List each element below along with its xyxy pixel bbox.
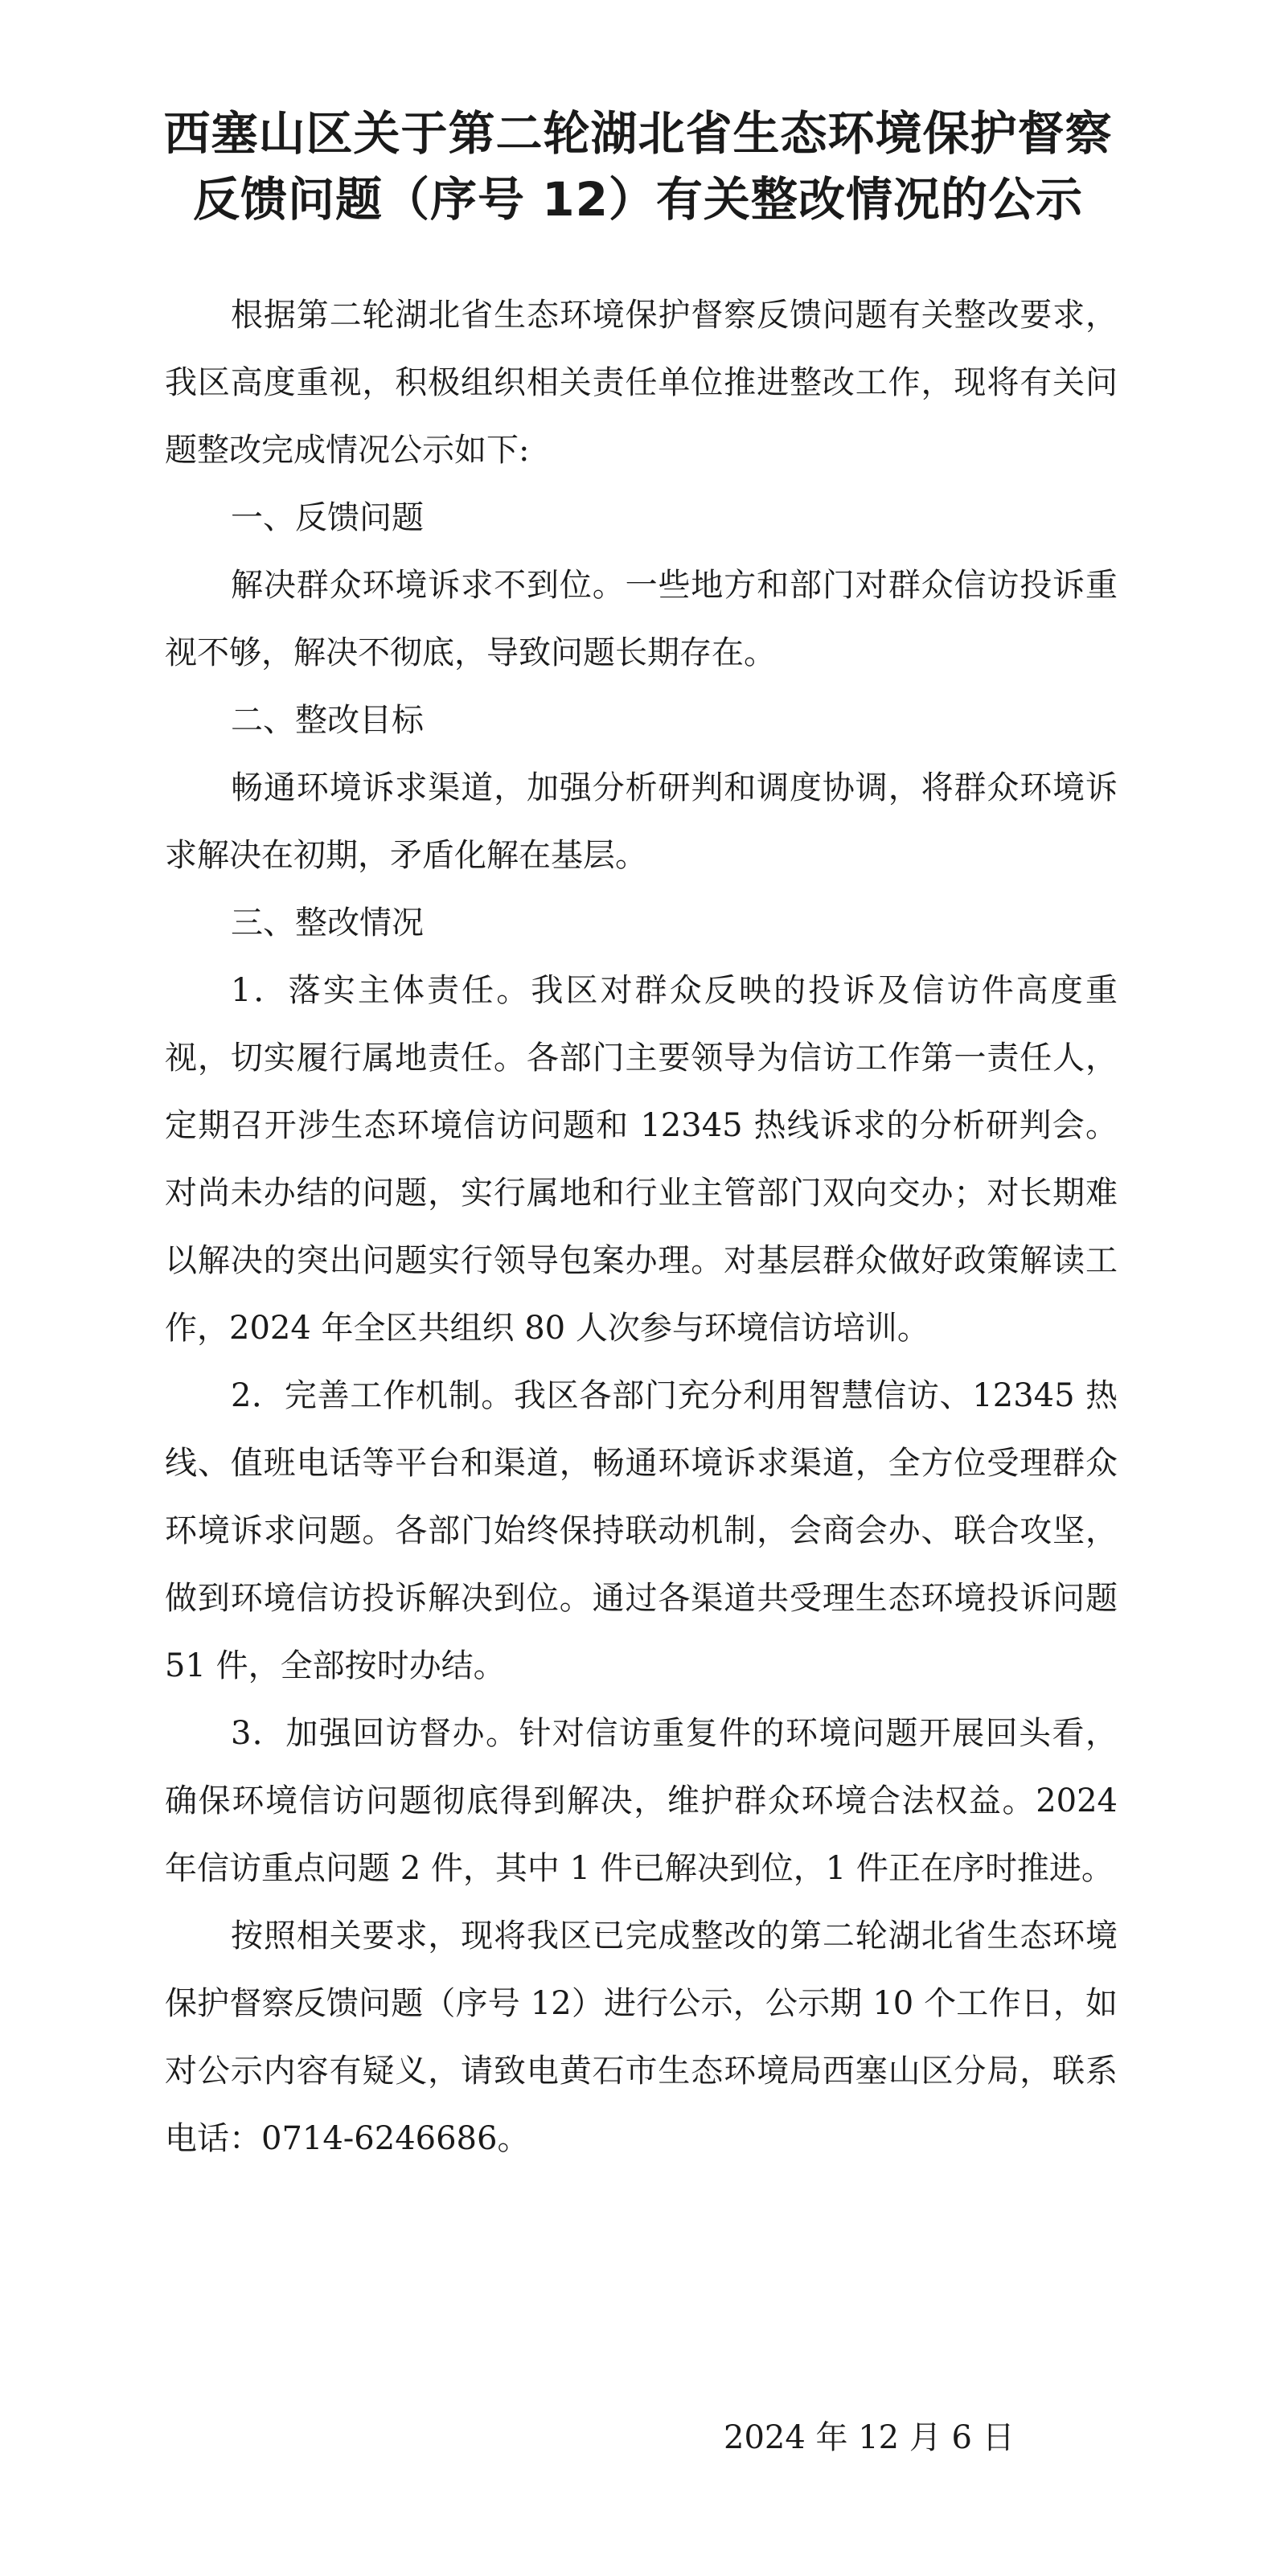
closing-paragraph: 按照相关要求，现将我区已完成整改的第二轮湖北省生态环境保护督察反馈问题（序号 12）进行公示，公示期 10 个工作日，如对公示内容有疑义，请致电黄石市生态环境局西塞山区分局，联系电话：0714-6246686。 [165,1918,1118,2157]
section-text-feedback: 解决群众环境诉求不到位。一些地方和部门对群众信访投诉重视不够，解决不彻底，导致问题长期存在。 [165,567,1118,671]
document-date: 2024 年 12 月 6 日 [724,2419,1015,2456]
section-text-goal: 畅通环境诉求渠道，加强分析研判和调度协调，将群众环境诉求解决在初期，矛盾化解在基层。 [165,769,1118,874]
section-heading-goal: 二、整改目标 [231,702,424,739]
section-heading-status: 三、整改情况 [231,904,424,941]
intro-paragraph: 根据第二轮湖北省生态环境保护督察反馈问题有关整改要求，我区高度重视，积极组织相关责任单位推进整改工作，现将有关问题整改完成情况公示如下: [165,297,1118,469]
status-item-1: 1．落实主体责任。我区对群众反映的投诉及信访件高度重视，切实履行属地责任。各部门主要领导为信访工作第一责任人，定期召开涉生态环境信访问题和 12345 热线诉求的分析研判会。对尚未办结的问题，实行属地和行业主管部门双向交办；对长期难以解决的突出问题实行领导包案办理。对基层群众做好政策解读工作，2024 年全区共组织 80 人次参与环境信访培训。 [165,972,1118,1347]
section-heading-feedback: 一、反馈问题 [231,499,424,536]
document-body [165,281,1118,2172]
status-item-3: 3．加强回访督办。针对信访重复件的环境问题开展回头看，确保环境信访问题彻底得到解决，维护群众环境合法权益。2024 年信访重点问题 2 件，其中 1 件已解决到位，1 件正在序时推进。 [165,1715,1118,1887]
document-title-line1: 西塞山区关于第二轮湖北省生态环境保护督察 [163,106,1113,161]
status-item-2: 2．完善工作机制。我区各部门充分利用智慧信访、12345 热线、值班电话等平台和渠道，畅通环境诉求渠道，全方位受理群众环境诉求问题。各部门始终保持联动机制，会商会办、联合攻坚，做到环境信访投诉解决到位。通过各渠道共受理生态环境投诉问题 51 件，全部按时办结。 [165,1377,1118,1684]
document-title-line2: 反馈问题（序号 12）有关整改情况的公示 [193,172,1083,227]
